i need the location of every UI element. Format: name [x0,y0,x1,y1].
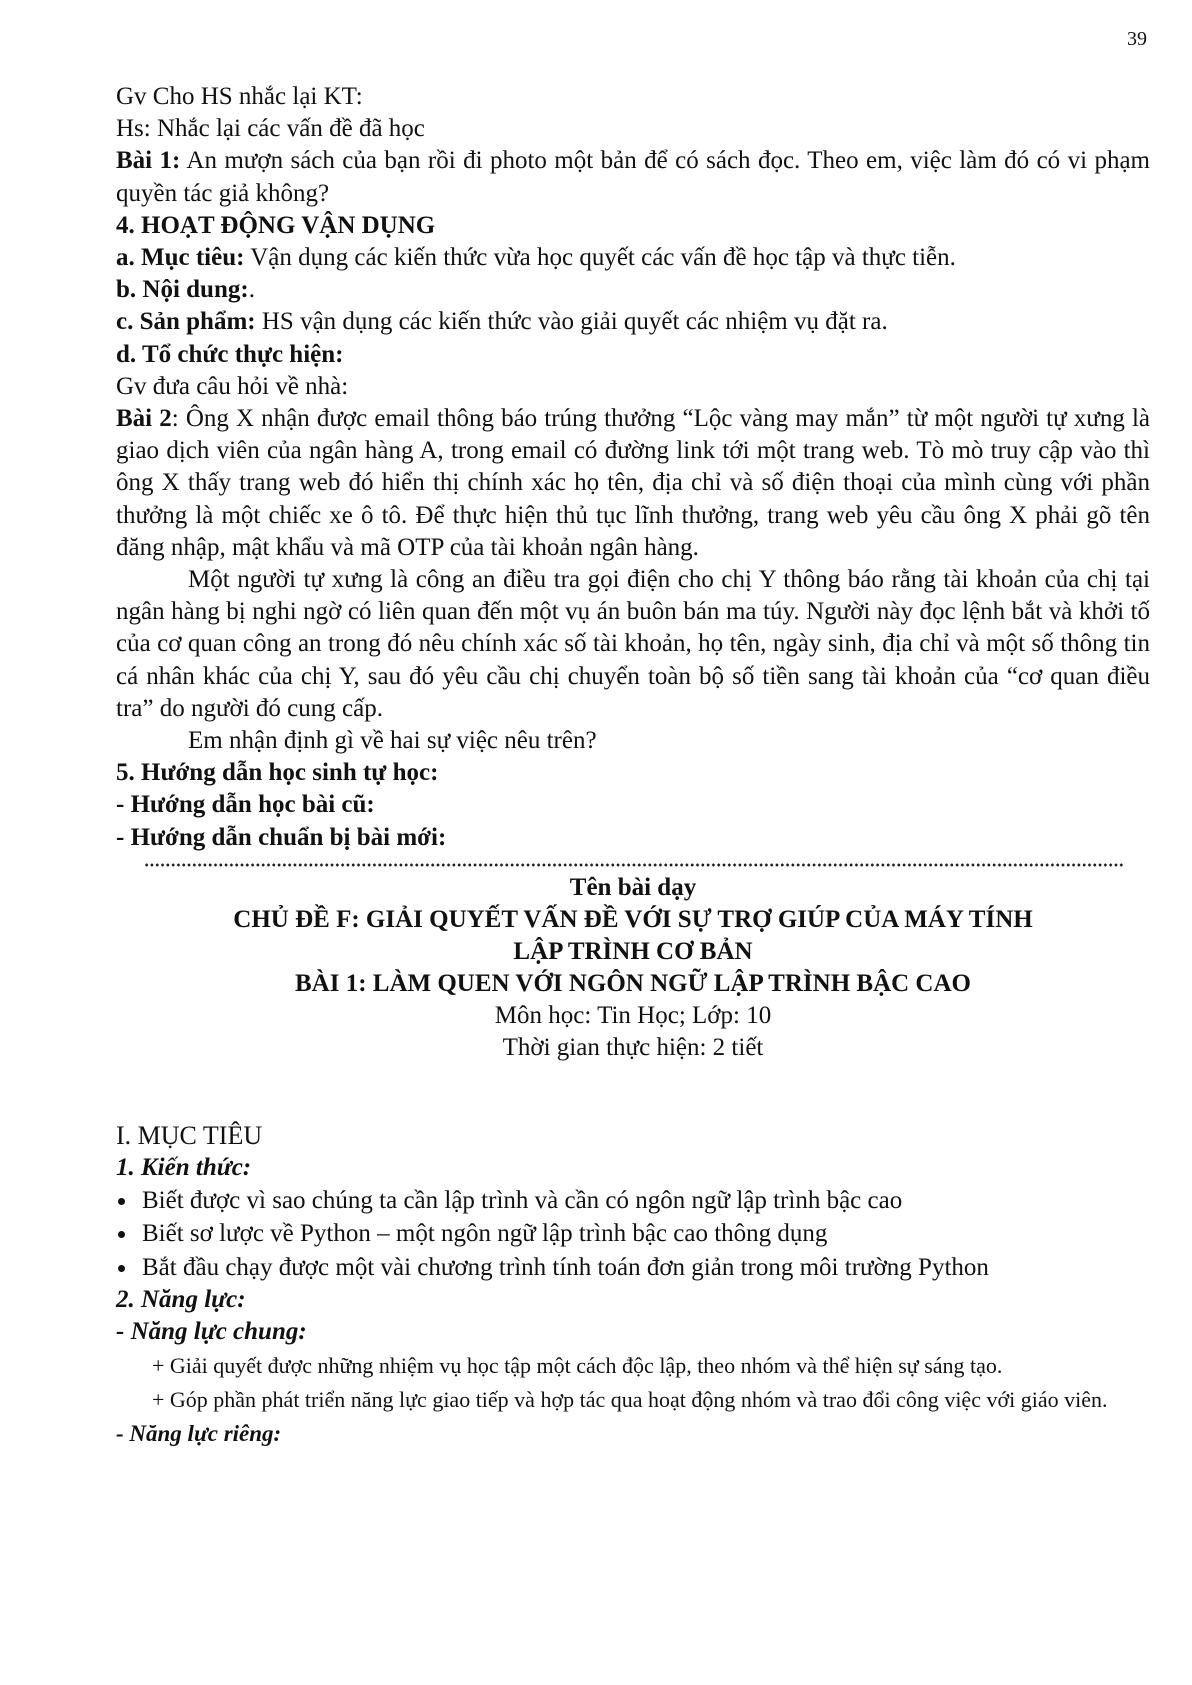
page-number: 39 [1127,28,1147,50]
specific-competence-heading: - Năng lực riêng: [116,1421,282,1447]
objective-text: Vận dụng các kiến thức vừa học quyết các vấn đề học tập và thực tiễn. [244,244,956,272]
lesson-label: Tên bài dạy [569,873,697,901]
activity-4-product [116,306,1150,338]
dotted-separator [144,862,1124,868]
document-body [116,81,1150,1450]
review-line-2: Hs: Nhắc lại các vấn đề đã học [116,115,425,143]
competence-heading: 2. Năng lực: [116,1286,246,1314]
product-text: HS vận dụng các kiến thức vào giải quyết các nhiệm vụ đặt ra. [255,308,888,336]
content-label: b. Nội dung: [116,276,249,304]
review-line-1: Gv Cho HS nhắc lại KT: [116,83,363,110]
list-item: Biết được vì sao chúng ta cần lập trình và cần có ngôn ngữ lập trình bậc cao [116,1184,1150,1218]
activity-4-content [116,274,1150,306]
topic-line-2: LẬP TRÌNH CƠ BẢN [513,937,753,965]
guide-old-lesson: - Hướng dẫn học bài cũ: [116,791,375,819]
lesson-title: BÀI 1: LÀM QUEN VỚI NGÔN NGỮ LẬP TRÌNH BẬC CAO [295,969,971,997]
activity-4-objective [116,242,1150,274]
lesson-duration: Thời gian thực hiện: 2 tiết [502,1033,764,1061]
exercise-1 [116,145,1150,209]
knowledge-heading: 1. Kiến thức: [116,1153,252,1181]
activity-4-organization: d. Tổ chức thực hiện: [116,340,344,368]
exercise-2-question: Em nhận định gì về hai sự việc nêu trên? [188,727,597,755]
topic-line-1: CHỦ ĐỀ F: GIẢI QUYẾT VẤN ĐỀ VỚI SỰ TRỢ GIÚP CỦA MÁY TÍNH [233,905,1033,933]
list-item: Biết sơ lược về Python – một ngôn ngữ lập trình bậc cao thông dụng [116,1217,1150,1251]
exercise-1-text: An mượn sách của bạn rồi đi photo một bản để có sách đọc. Theo em, việc làm đó có vi phạm quyền tác giả không? [116,147,1150,207]
objective-label: a. Mục tiêu: [116,244,245,272]
general-competence-heading: - Năng lực chung: [116,1318,307,1346]
objectives-heading: I. MỤC TIÊU [116,1120,263,1150]
exercise-1-label: Bài 1: [116,147,181,175]
exercise-2 [116,403,1150,564]
exercise-2-label: Bài 2 [116,405,172,433]
guide-new-lesson: - Hướng dẫn chuẩn bị bài mới: [116,823,447,851]
guide-heading: 5. Hướng dẫn học sinh tự học: [116,759,439,787]
knowledge-list [116,1184,1150,1285]
general-competence-item-1: + Giải quyết được những nhiệm vụ học tập một cách độc lập, theo nhóm và thể hiện sự sáng tạo. [152,1353,1003,1379]
lesson-title-block [116,872,1150,1064]
list-item: Bắt đầu chạy được một vài chương trình tính toán đơn giản trong môi trường Python [116,1251,1150,1285]
activity-4-heading: 4. HOẠT ĐỘNG VẬN DỤNG [116,211,436,239]
product-label: c. Sản phẩm: [116,308,256,336]
general-competence-item-2: + Góp phần phát triển năng lực giao tiếp và hợp tác qua hoạt động nhóm và trao đổi công việc với giáo viên. [152,1387,1108,1413]
exercise-2-paragraph-2: Một người tự xưng là công an điều tra gọi điện cho chị Y thông báo rằng tài khoản của chị tại ngân hàng bị nghi ngờ có liên quan đến một vụ án buôn bán ma túy. Người này đọc lệnh bắt và khởi tố của cơ quan công an trong đó nêu chính xác số tài khoản, họ tên, ngày sinh, địa chỉ và một số thông tin cá nhân khác của chị Y, sau đó yêu cầu chị chuyển toàn bộ số tiền sang tài khoản của “cơ quan điều tra” do người đó cung cấp. [116,566,1150,722]
content-text: . [248,276,255,304]
homework-intro: Gv đưa câu hỏi về nhà: [116,372,349,400]
exercise-2-text: : Ông X nhận được email thông báo trúng thưởng “Lộc vàng may mắn” từ một người tự xưng là giao dịch viên của ngân hàng A, trong email có đường link tới một trang web. Tò mò truy cập vào thì ông X thấy trang web đó hiển thị chính xác họ tên, địa chỉ và số điện thoại của mình cùng với phần thưởng là một chiếc xe ô tô. Để thực hiện thủ tục lĩnh thưởng, trang web yêu cầu ông X phải gõ tên đăng nhập, mật khẩu và mã OTP của tài khoản ngân hàng. [116,405,1150,561]
lesson-subject: Môn học: Tin Học; Lớp: 10 [494,1001,772,1029]
